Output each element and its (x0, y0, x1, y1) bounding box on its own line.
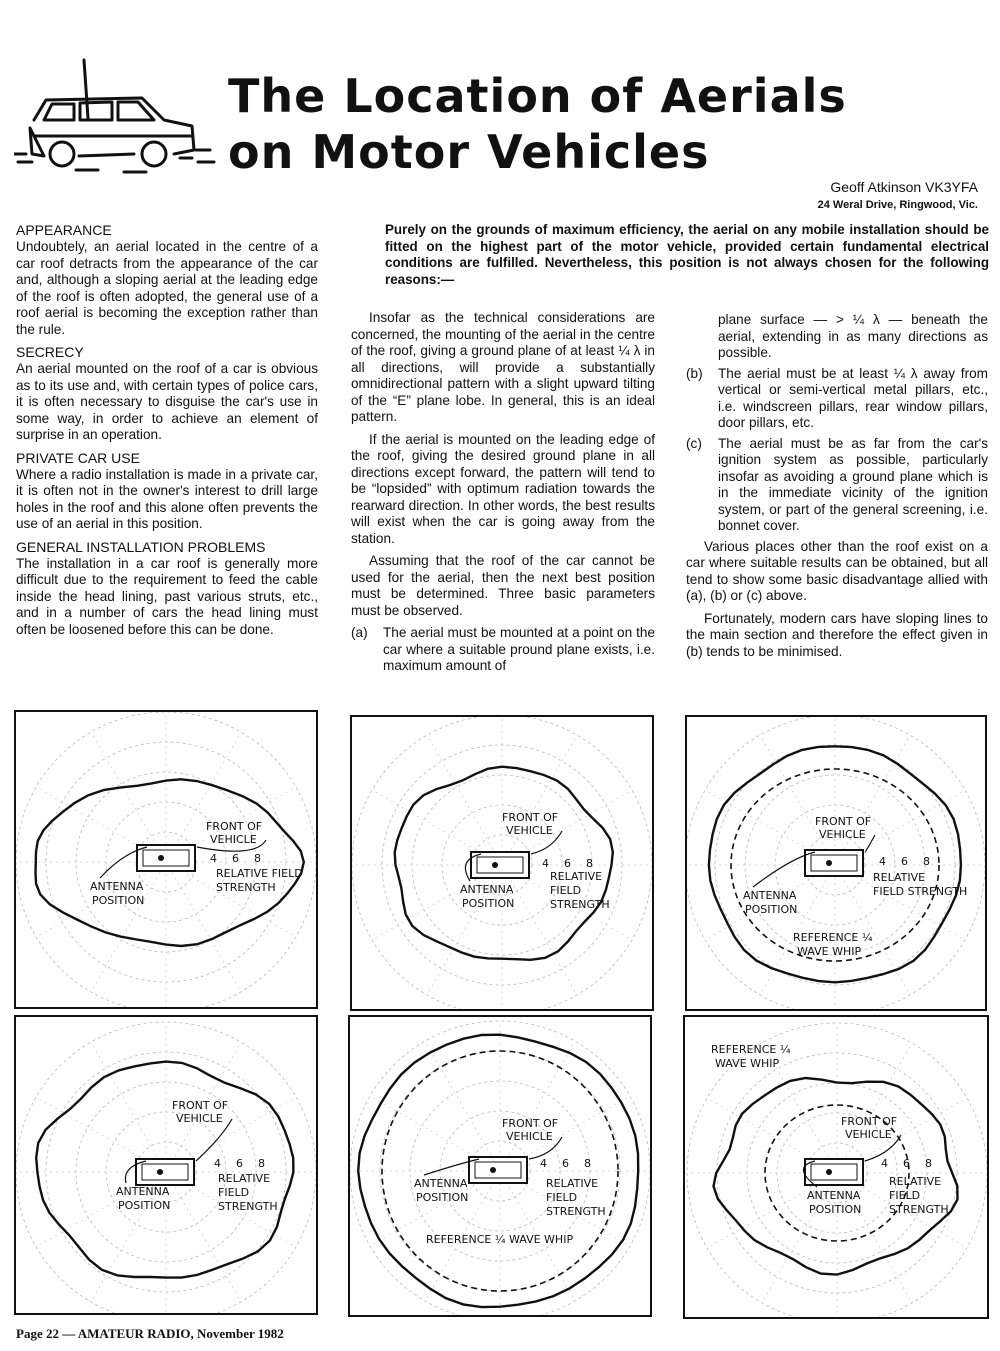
polar-grid-spoke (425, 1041, 500, 1171)
diagram-panel-6 (683, 1015, 989, 1319)
paragraph: If the aerial is mounted on the leading edge of the roof, giving the desired ground plane in all directions except forward, the pattern will tend to be “lopsided” with optimum radiation towards the rearward direction. In other words, the best results will exist when the car is going away from the station. (351, 431, 655, 546)
scale-label: 8 (925, 1157, 932, 1170)
antenna-label: POSITION (462, 897, 515, 910)
scale-label: 6 (903, 1157, 910, 1170)
list-label: (a) (351, 625, 368, 640)
car-illustration (14, 58, 219, 183)
antenna-label: ANTENNA (90, 880, 144, 893)
title-line-2: on Motor Vehicles (228, 125, 710, 179)
scale-label: 8 (923, 855, 930, 868)
scale-label: 6 (236, 1157, 243, 1170)
radiation-pattern (16, 1017, 316, 1313)
list-label: (c) (686, 435, 702, 451)
polar-grid-spoke (835, 735, 910, 865)
vehicle-outline (136, 1159, 194, 1185)
diagram-panel-3 (685, 715, 987, 1011)
front-label: VEHICLE (819, 828, 866, 841)
list-item-b (686, 366, 988, 432)
vehicle-outline (805, 850, 863, 876)
field-label: FIELD (546, 1191, 578, 1204)
polar-grid-spoke (427, 735, 502, 865)
list-item-a (351, 625, 655, 675)
field-label: STRENGTH (889, 1203, 949, 1216)
column-3 (686, 312, 988, 666)
antenna-label: POSITION (809, 1203, 862, 1216)
scale-label: 6 (901, 855, 908, 868)
front-label: VEHICLE (506, 1130, 553, 1143)
diagram-panel-1 (14, 710, 318, 1009)
polar-grid-spoke (91, 1042, 166, 1172)
diagram-panel-2 (350, 715, 654, 1011)
front-label: VEHICLE (506, 824, 553, 837)
field-label: STRENGTH (216, 881, 276, 894)
title-line-1: The Location of Aerials (228, 69, 847, 123)
front-label: FRONT OF (815, 815, 872, 828)
antenna-label: POSITION (118, 1199, 171, 1212)
front-pointer (196, 1119, 232, 1161)
list-text: plane surface — > ¼ λ — beneath the aerial, extending in as many directions as possible. (718, 312, 988, 360)
paragraph: Fortunately, modern cars have sloping lines to the main section and therefore the effect given in (b) tends to be minimised. (686, 610, 988, 659)
diagram-panel-4 (14, 1015, 318, 1315)
vehicle-outline (805, 1159, 863, 1185)
column-1 (16, 222, 318, 644)
front-label: VEHICLE (210, 833, 257, 846)
polar-grid-spoke (502, 735, 577, 865)
radiation-pattern (352, 717, 652, 1009)
antenna-label: POSITION (92, 894, 145, 907)
section-heading: SECRECY (16, 344, 84, 360)
antenna-marker (492, 862, 498, 868)
scale-label: 4 (542, 857, 549, 870)
scale-label: 4 (879, 855, 886, 868)
front-label: VEHICLE (845, 1128, 892, 1141)
scale-label: 6 (562, 1157, 569, 1170)
antenna-marker (157, 1169, 163, 1175)
article-title (228, 68, 998, 180)
section-text: Where a radio installation is made in a private car, it is often not in the owner's interest to drill large holes in the roof and this alone often prevents the use of an aerial in this position. (16, 466, 318, 531)
list-text: The aerial must be at least ¼ λ away from vertical or semi-vertical metal pillars, etc., i.e. windscreen pillars, rear window pillars, door pillars, etc. (718, 365, 988, 430)
section-text: The installation in a car roof is generally more difficult due to the requirement to feed the cable inside the head lining, past various struts, etc., and in a number of cars the head lining must often be loosened before this can be done. (16, 555, 318, 637)
field-label: STRENGTH (550, 898, 610, 911)
field-label: RELATIVE (546, 1177, 599, 1190)
front-label: FRONT OF (172, 1099, 229, 1112)
antenna-label: POSITION (745, 903, 798, 916)
antenna-marker (158, 855, 164, 861)
byline (818, 178, 978, 214)
scale-label: 6 (564, 857, 571, 870)
antenna-marker (826, 1169, 832, 1175)
antenna-marker (490, 1167, 496, 1173)
paragraph: Various places other than the roof exist on a car where suitable results can be obtained, but all tend to show some basic disadvantage allied with (a), (b) or (c) above. (686, 538, 988, 603)
list-item-c (686, 436, 988, 535)
polar-grid-spoke (837, 1043, 912, 1173)
scale-label: 4 (540, 1157, 547, 1170)
section-heading: APPEARANCE (16, 222, 112, 238)
section-heading: GENERAL INSTALLATION PROBLEMS (16, 538, 266, 555)
field-label: RELATIVE (550, 870, 603, 883)
field-label: FIELD STRENGTH (873, 885, 968, 898)
section-heading: PRIVATE CAR USE (16, 449, 140, 466)
front-pointer (865, 835, 875, 852)
polar-grid-spoke (91, 732, 166, 862)
column-2 (351, 310, 655, 679)
scale-label: 4 (214, 1157, 221, 1170)
reference-label: REFERENCE ¼ WAVE WHIP (426, 1233, 574, 1246)
radiation-pattern (16, 712, 316, 1007)
front-label: FRONT OF (502, 811, 559, 824)
reference-label: WAVE WHIP (797, 945, 862, 958)
field-label: RELATIVE (218, 1172, 271, 1185)
antenna-label: POSITION (416, 1191, 469, 1204)
front-label: VEHICLE (176, 1112, 223, 1125)
author-address: 24 Weral Drive, Ringwood, Vic. (817, 199, 978, 211)
field-label: RELATIVE (873, 871, 926, 884)
section-text: An aerial mounted on the roof of a car is obvious as to its use and, with certain types of police cars, it is often necessary to disguise the car's use in some way, in order to achieve an element of surprise in an operation. (16, 361, 318, 442)
paragraph: Insofar as the technical considerations are concerned, the mounting of the aerial in the centre of the roof, giving a ground plane of at least ¼ λ in all directions, will provide a substantially omnidirectional pattern with a slight upward tilting of the “E” plane lobe. In general, this is an ideal pattern. (351, 310, 655, 424)
field-label: RELATIVE FIELD (216, 867, 303, 880)
scale-label: 4 (210, 852, 217, 865)
reference-label: WAVE WHIP (715, 1057, 780, 1070)
list-item-a-continued (686, 312, 988, 362)
vehicle-outline (471, 852, 529, 878)
radiation-pattern (685, 1017, 987, 1317)
vehicle-outline (137, 845, 195, 871)
front-label: FRONT OF (502, 1117, 559, 1130)
author-name: Geoff Atkinson VK3YFA (830, 179, 978, 195)
radiation-pattern (687, 717, 985, 1009)
scale-label: 4 (881, 1157, 888, 1170)
field-label: RELATIVE (889, 1175, 942, 1188)
scale-label: 6 (232, 852, 239, 865)
antenna-label: ANTENNA (460, 883, 514, 896)
diagram-panel-5 (348, 1015, 652, 1317)
polar-grid-spoke (760, 735, 835, 865)
list-text: The aerial must be mounted at a point on the car where a suitable pround plane exists, i.e. maximum amount of (383, 625, 655, 673)
scale-label: 8 (254, 852, 261, 865)
scale-label: 8 (586, 857, 593, 870)
antenna-label: ANTENNA (414, 1177, 468, 1190)
antenna-label: ANTENNA (743, 889, 797, 902)
front-label: FRONT OF (206, 820, 263, 833)
antenna-marker (826, 860, 832, 866)
section-text: Undoubtely, an aerial located in the centre of a car roof detracts from the appearance of the car and, although a sloping aerial at the leading edge of the roof is often adopted, the general use of a roof aerial is becoming the exception rather than the rule. (16, 239, 318, 337)
antenna-label: ANTENNA (807, 1189, 861, 1202)
scale-label: 8 (584, 1157, 591, 1170)
reference-label: REFERENCE ¼ (793, 931, 873, 944)
antenna-label: ANTENNA (116, 1185, 170, 1198)
reference-label: REFERENCE ¼ (711, 1043, 791, 1056)
page-footer: Page 22 — AMATEUR RADIO, November 1982 (16, 1326, 284, 1341)
radiation-pattern (350, 1017, 650, 1315)
intro-paragraph: Purely on the grounds of maximum efficiency, the aerial on any mobile installation should be fitted on the highest part of the motor vehicle, provided certain fundamental electrical conditions are fulfilled. Nevertheless, this position is not always chosen for the following reasons:— (385, 222, 989, 287)
field-label: FIELD (218, 1186, 250, 1199)
list-label: (b) (686, 365, 703, 381)
field-label: STRENGTH (218, 1200, 278, 1213)
front-label: FRONT OF (841, 1115, 898, 1128)
field-label: STRENGTH (546, 1205, 606, 1218)
field-label: FIELD (550, 884, 582, 897)
scale-label: 8 (258, 1157, 265, 1170)
field-label: FIELD (889, 1189, 921, 1202)
polar-grid-spoke (500, 1041, 575, 1171)
vehicle-outline (469, 1157, 527, 1183)
paragraph: Assuming that the roof of the car cannot be used for the aerial, then the next best position must be determined. Three basic parameters must be observed. (351, 553, 655, 618)
list-text: The aerial must be as far from the car's ignition system as possible, particularly insofar as avoiding a ground plane which is in the immediate vicinity of the ignition system, or part of the general screening, i.e. bonnet cover. (718, 435, 988, 533)
